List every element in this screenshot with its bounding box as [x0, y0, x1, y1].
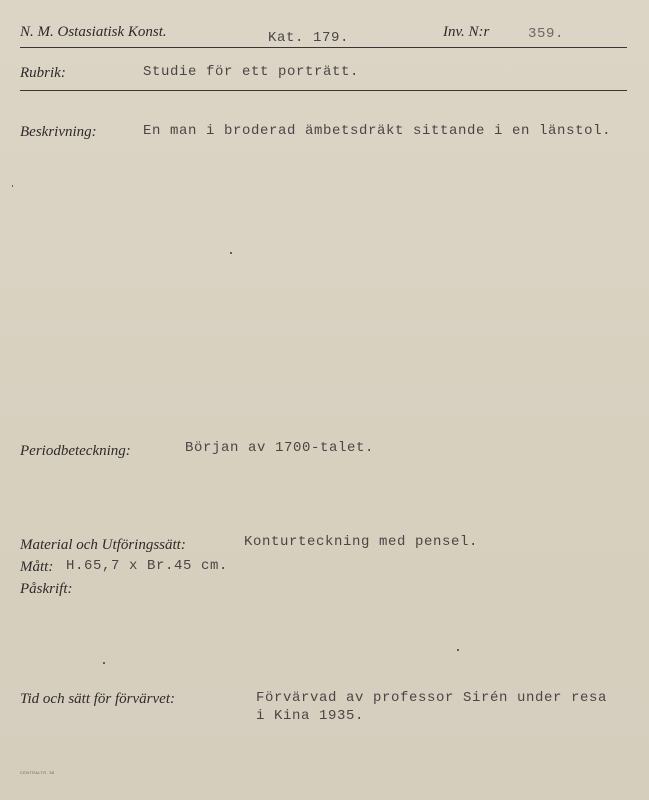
forvarv-label: Tid och sätt för förvärvet: — [20, 691, 175, 707]
paper-speck — [230, 252, 232, 254]
matt-value: H.65,7 x Br.45 cm. — [66, 558, 229, 574]
inventory-number: 359. — [528, 26, 565, 42]
paper-speck — [12, 185, 13, 187]
material-label: Material och Utföringssätt: — [20, 537, 186, 553]
paper-speck — [103, 662, 105, 664]
header-rule — [20, 47, 627, 48]
paskrift-label: Påskrift: — [20, 581, 73, 597]
rubrik-value: Studie för ett porträtt. — [143, 64, 360, 80]
rubrik-label: Rubrik: — [20, 65, 66, 81]
matt-label: Mått: — [20, 559, 54, 575]
period-value: Början av 1700-talet. — [185, 440, 375, 456]
catalog-number: Kat. 179. — [268, 30, 350, 46]
period-label: Periodbeteckning: — [20, 443, 131, 459]
inventory-label: Inv. N:r — [443, 24, 490, 40]
beskrivning-label: Beskrivning: — [20, 124, 97, 140]
material-value: Konturteckning med pensel. — [244, 534, 479, 550]
forvarv-value-line1: Förvärvad av professor Sirén under resa — [256, 690, 608, 706]
paper-speck — [457, 649, 459, 651]
beskrivning-value: En man i broderad ämbetsdräkt sittande i en länstol. — [143, 123, 612, 139]
printer-mark: CENTRALTR. 38 — [20, 770, 55, 775]
museum-label: N. M. Ostasiatisk Konst. — [20, 24, 167, 40]
rubrik-rule — [20, 90, 627, 91]
forvarv-value-line2: i Kina 1935. — [256, 708, 365, 724]
